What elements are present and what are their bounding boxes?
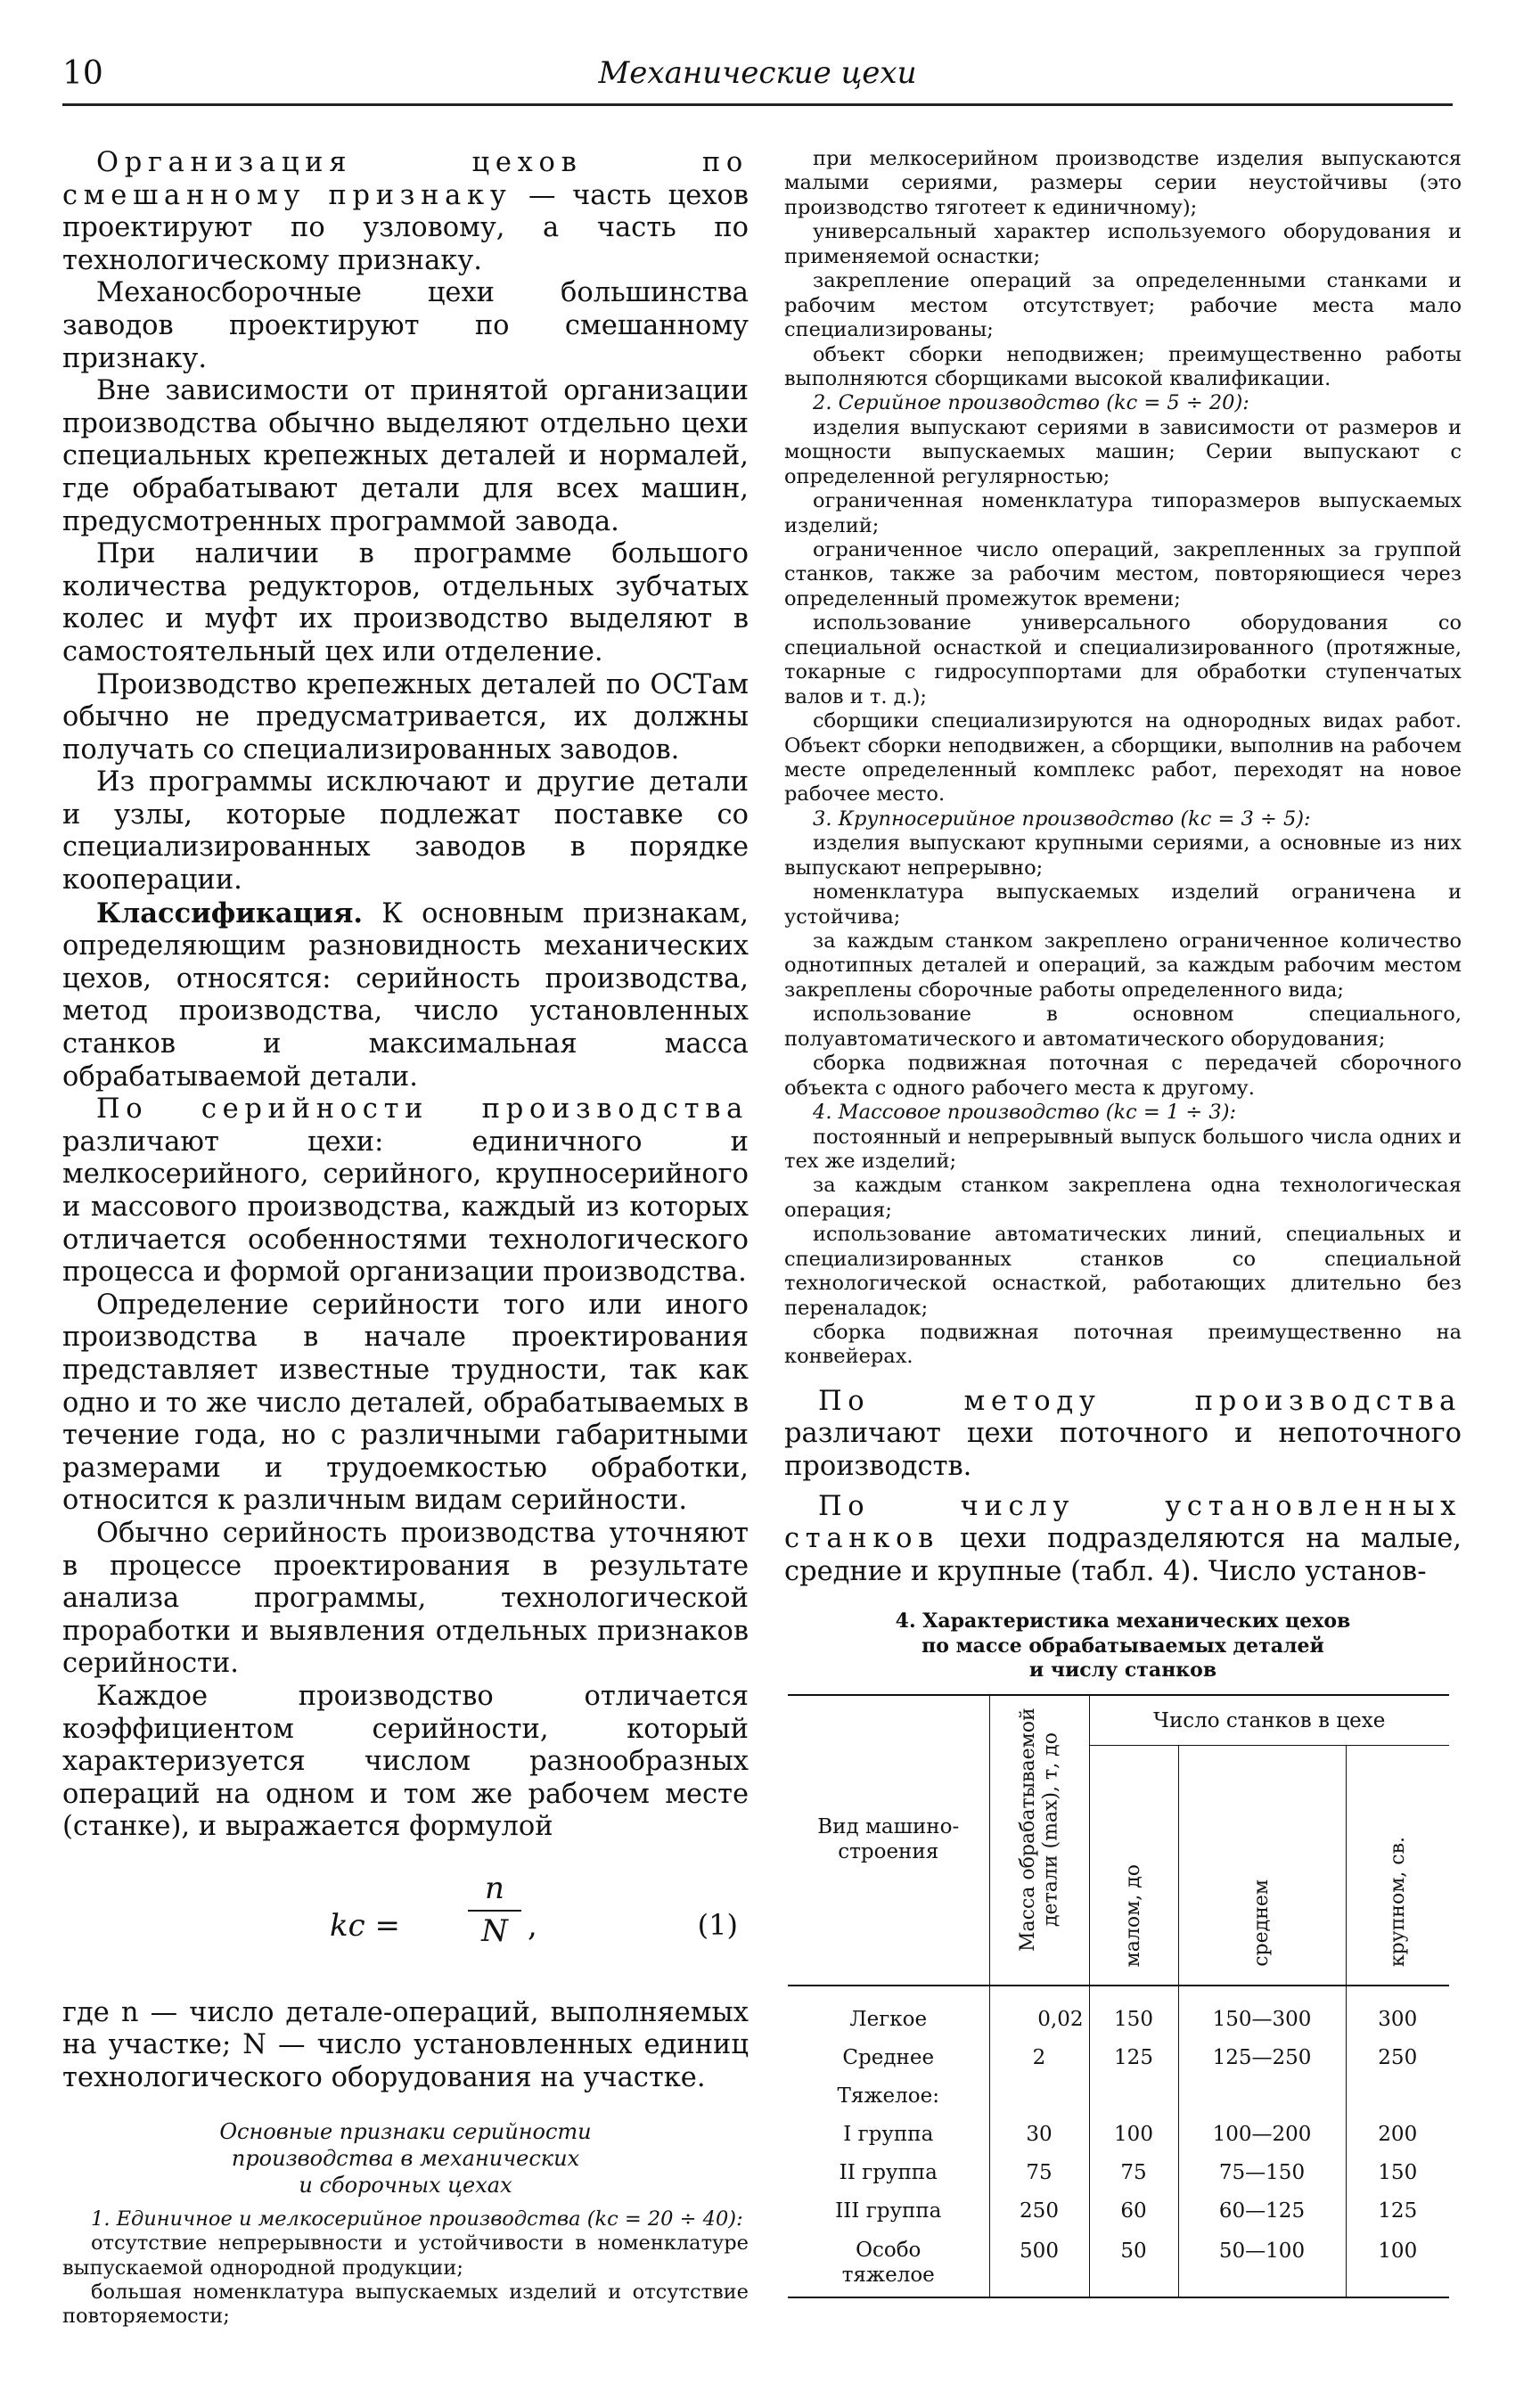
paragraph: Каждое производство отличается коэффициентом серийности, который характеризуется числом разнообразных операций на одном и том же рабочем месте (станке), и выражается формулой: [62, 1680, 749, 1843]
list-heading-3: 3. Крупносерийное производство (kс = 3 ÷ 5):: [813, 807, 1311, 831]
header-large-shop-text: крупном, св.: [1386, 1836, 1409, 1967]
header-small-shop: [1089, 1746, 1178, 1986]
list-heading-2: 2. Серийное производство (kс = 5 ÷ 20):: [813, 391, 1249, 415]
right-column: [784, 147, 1462, 2298]
cell-mass: 250: [989, 2192, 1089, 2231]
table-row: [788, 2192, 1449, 2231]
spaced-term: По серийности производства: [96, 1093, 749, 1126]
list-item: использование универсального оборудования со специальной оснасткой и специализированного (протяжные, токарные с гидросуппортами для обработки ступенчатых валов и т. д.);: [784, 611, 1462, 708]
cell-medium: [1178, 2077, 1346, 2116]
header-max-mass: [989, 1695, 1089, 1986]
cell-medium: 50—100: [1178, 2231, 1346, 2297]
list-item: использование в основном специального, полуавтоматического и автоматического оборудования;: [784, 1003, 1462, 1051]
section-title-line: производства в механических: [231, 2145, 580, 2171]
paragraph-classification: [62, 897, 749, 1094]
list-heading-1: 1. Единичное и мелкосерийное производства (kс = 20 ÷ 40):: [91, 2207, 743, 2231]
cell-medium: 60—125: [1178, 2192, 1346, 2231]
cell-large: 100: [1346, 2231, 1449, 2297]
cell-kind: Тяжелое:: [788, 2077, 989, 2116]
spaced-term: Организация цехов по смешанному признаку: [62, 147, 749, 211]
formula-number: (1): [697, 1907, 738, 1942]
cell-mass: [989, 2077, 1089, 2116]
cell-mass: 75: [989, 2154, 1089, 2192]
list-item: большая номенклатура выпускаемых изделий и отсутствие повторяемости;: [62, 2280, 749, 2329]
header-machine-count-group: Число станков в цехе: [1089, 1695, 1449, 1746]
paragraph: Из программы исключают и другие детали и узлы, которые подлежат поставке со специализированных заводов в порядке кооперации.: [62, 766, 749, 897]
cell-small: [1089, 2077, 1178, 2116]
cell-medium: 100—200: [1178, 2116, 1346, 2154]
cell-large: 300: [1378, 2008, 1418, 2032]
list-item: изделия выпускают сериями в зависимости от размеров и мощности выпускаемых машин; Серии выпускают с определенной регулярностью;: [784, 415, 1462, 488]
paragraph-method: [784, 1386, 1462, 1484]
header-medium-shop-text: среднем: [1250, 1879, 1274, 1967]
paragraph: Вне зависимости от принятой организации производства обычно выделяют отдельно цехи специальных крепежных деталей и нормалей, где обрабатывают детали для всех машин, предусмотренных программой завода.: [62, 375, 749, 537]
list-item: номенклатура выпускаемых изделий ограничена и устойчива;: [784, 880, 1462, 929]
cell-large: [1346, 2077, 1449, 2116]
formula-denominator: N: [481, 1912, 508, 1949]
section-title-line: и сборочных цехах: [299, 2172, 512, 2198]
list-item: отсутствие непрерывности и устойчивости в номенклатуре выпускаемой однородной продукции;: [62, 2231, 749, 2280]
paragraph-text: различают цехи поточного и непоточного производств.: [784, 1418, 1462, 1483]
table-row: [788, 2154, 1449, 2192]
list-item: закрепление операций за определенными станками и рабочим местом отсутствует; рабочие места мало специализированы;: [784, 269, 1462, 342]
list-item: ограниченное число операций, закрепленных за группой станков, также за рабочим местом, повторяющиеся через определенный промежуток времени;: [784, 538, 1462, 610]
cell-large: 150: [1378, 2161, 1418, 2185]
list-item: использование автоматических линий, специальных и специализированных станков со специальной технологической оснасткой, работающих длительно без переналадок;: [784, 1223, 1462, 1320]
cell-small: 60: [1089, 2192, 1178, 2231]
cell-small: 50: [1089, 2231, 1178, 2297]
formula-1: [62, 1863, 749, 1988]
paragraph-text: — часть цехов проектируют по узловому, а часть по технологическому признаку.: [62, 179, 749, 276]
header-machine-building-type: Вид машино-строения: [788, 1695, 989, 1986]
paragraph-mixed-organization: [62, 147, 749, 277]
cell-kind: III группа: [788, 2192, 989, 2231]
header-small-shop-text: малом, до: [1122, 1863, 1145, 1967]
page-header: [62, 55, 1453, 105]
cell-kind: II группа: [788, 2154, 989, 2192]
table-caption-line: и числу станков: [1028, 1658, 1217, 1683]
cell-large: 250: [1378, 2046, 1418, 2070]
cell-medium: 125—250: [1178, 2039, 1346, 2077]
formula-fraction: [468, 1871, 521, 1949]
cell-small: 75: [1089, 2154, 1178, 2192]
cell-kind: Легкое: [788, 1986, 989, 2039]
cell-small: 125: [1089, 2039, 1178, 2077]
header-large-shop: [1346, 1746, 1449, 1986]
list-item: объект сборки неподвижен; преимущественно работы выполняются сборщиками высокой квалификации.: [784, 342, 1462, 390]
paragraph: Производство крепежных деталей по ОСТам обычно не предусматривается, их должны получать со специализированных заводов.: [62, 668, 749, 766]
cell-mass: 2: [989, 2039, 1089, 2077]
list-item: сборка подвижная поточная с передачей сборочного объекта с одного рабочего места к другому.: [784, 1052, 1462, 1100]
paragraph-text: различают цехи: единичного и мелкосерийного, серийного, крупносерийного и массового производства, каждый из которых отличается особенностями технологического процесса и формой организации производства.: [62, 1126, 749, 1289]
list-item: ограниченная номенклатура типоразмеров выпускаемых изделий;: [784, 489, 1462, 537]
table-row: [788, 2077, 1449, 2116]
cell-large: 125: [1378, 2199, 1418, 2223]
workshop-table: [788, 1694, 1449, 2298]
list-item: сборка подвижная поточная преимущественно на конвейерах.: [784, 1321, 1462, 1369]
list-item: сборщики специализируются на однородных видах работ. Объект сборки неподвижен, а сборщики, выполнив на рабочем месте определенный комплекс работ, переходят на новое рабочее место.: [784, 709, 1462, 807]
cell-small: 100: [1089, 2116, 1178, 2154]
paragraph: Механосборочные цехи большинства заводов проектируют по смешанному признаку.: [62, 277, 749, 374]
paragraph-machine-count: [784, 1491, 1462, 1589]
cell-mass: 0,02: [989, 1986, 1089, 2039]
table-caption-line: 4. Характеристика механических цехов: [895, 1609, 1351, 1634]
section-title: [62, 2118, 749, 2199]
header-rule: [62, 103, 1453, 106]
section-title-line: Основные признаки серийности: [219, 2118, 592, 2144]
cell-large: 200: [1378, 2123, 1418, 2147]
formula-explanation: где n — число детале-операций, выполняемых на участке; N — число установленных единиц технологического оборудования на участке.: [62, 1996, 749, 2094]
table-row: [788, 1986, 1449, 2039]
page-number: 10: [62, 55, 103, 92]
table-caption-line: по массе обрабатываемых деталей: [922, 1634, 1324, 1658]
list-item: за каждым станком закреплено ограниченное количество однотипных деталей и операций, за каждым рабочим местом закреплены сборочные работы определенного вида;: [784, 929, 1462, 1002]
cell-mass: 30: [989, 2116, 1089, 2154]
running-title: Механические цехи: [598, 55, 917, 91]
list-heading-4: 4. Массовое производство (kс = 1 ÷ 3):: [813, 1101, 1237, 1125]
header-medium-shop: [1178, 1746, 1346, 1986]
cell-kind: I группа: [788, 2116, 989, 2154]
formula-numerator: n: [468, 1871, 521, 1912]
cell-medium: 150—300: [1178, 1986, 1346, 2039]
list-item: постоянный и непрерывный выпуск большого числа одних и тех же изделий;: [784, 1125, 1462, 1173]
formula-comma: ,: [528, 1907, 537, 1944]
run-in-heading: Классификация.: [96, 897, 363, 929]
table-row: [788, 2039, 1449, 2077]
paragraph-text: цехи подразделяются на малые, средние и крупные (табл. 4). Число установ-: [784, 1523, 1462, 1587]
cell-small: 150: [1089, 1986, 1178, 2039]
table-row: [788, 2231, 1449, 2297]
list-item: при мелкосерийном производстве изделия выпускаются малыми сериями, размеры серии неустойчивы (это производство тяготеет к единичному);: [784, 147, 1462, 219]
spaced-term: По числу установленных станков: [784, 1490, 1462, 1555]
cell-medium: 75—150: [1178, 2154, 1346, 2192]
list-item: за каждым станком закреплена одна технологическая операция;: [784, 1174, 1462, 1222]
paragraph-seriality: [62, 1093, 749, 1290]
cell-mass: 500: [989, 2231, 1089, 2297]
table-row: [788, 2116, 1449, 2154]
header-max-mass-text: Масса обрабатываемой детали (max), т, до: [1016, 1707, 1061, 1952]
formula-lhs: kс =: [330, 1907, 400, 1944]
spaced-term: По методу производства: [818, 1385, 1462, 1417]
paragraph-text: К основным признакам, определяющим разновидность механических цехов, относятся: серийность производства, метод производства, число установленных станков и максимальная масса обрабатываемой детали.: [62, 897, 749, 1093]
table-caption: [784, 1609, 1462, 1683]
paragraph: Определение серийности того или иного производства в начале проектирования представляет известные трудности, так как одно и то же число деталей, обрабатываемых в течение года, но с различными габаритными размерами и трудоемкостью обработки, относится к различным видам серийности.: [62, 1289, 749, 1517]
left-column: [62, 147, 749, 2330]
paragraph: При наличии в программе большого количества редукторов, отдельных зубчатых колес и муфт их производство выделяют в самостоятельный цех или отделение.: [62, 538, 749, 667]
paragraph: Обычно серийность производства уточняют в процессе проектирования в результате анализа программы, технологической проработки и выявления отдельных признаков серийности.: [62, 1517, 749, 1680]
cell-kind: Среднее: [788, 2039, 989, 2077]
cell-kind: Особо тяжелое: [788, 2231, 989, 2297]
list-item: универсальный характер используемого оборудования и применяемой оснастки;: [784, 220, 1462, 268]
list-item: изделия выпускают крупными сериями, а основные из них выпускают непрерывно;: [784, 831, 1462, 880]
